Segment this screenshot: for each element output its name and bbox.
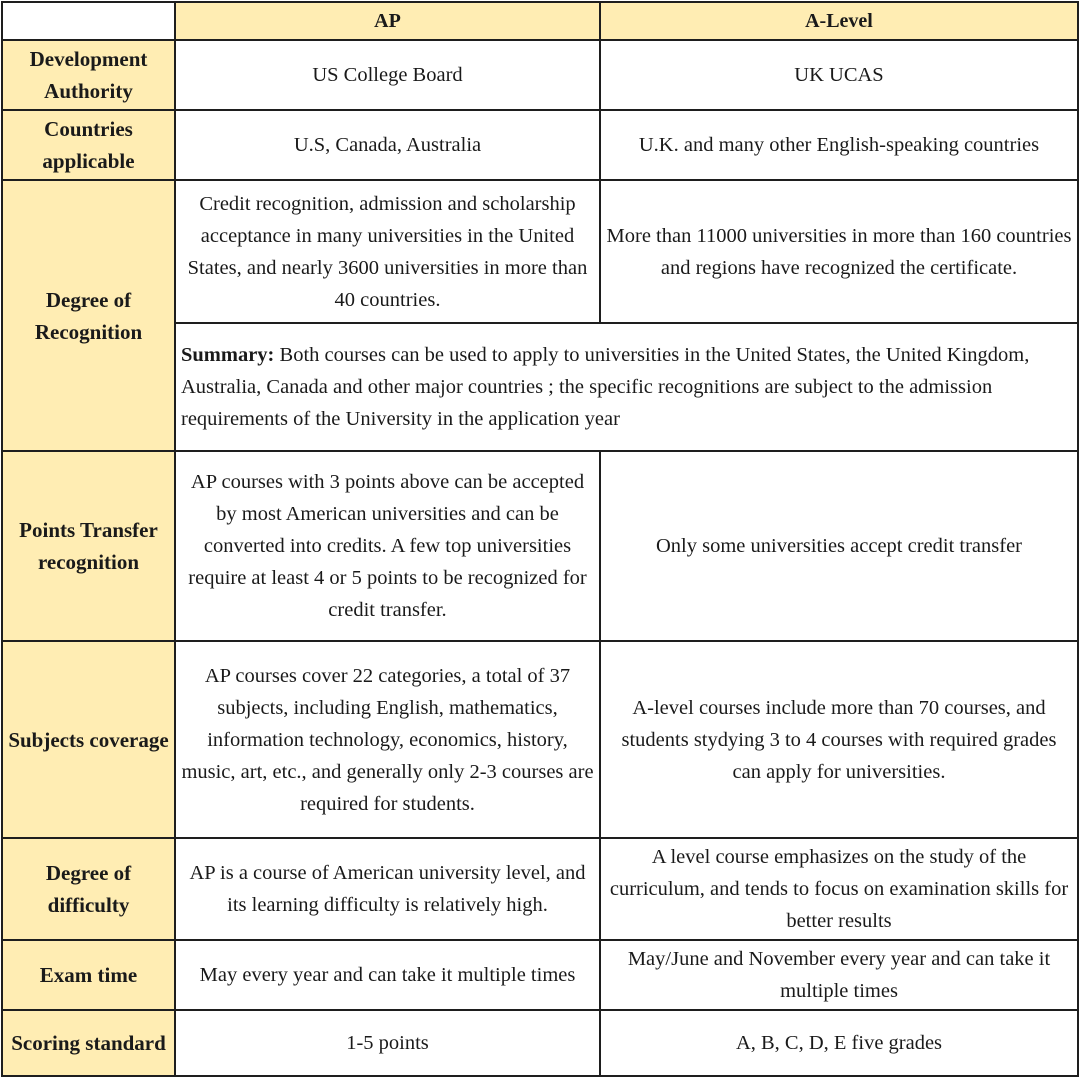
cell-ap: U.S, Canada, Australia [175, 110, 600, 180]
corner-cell [2, 2, 175, 40]
cell-alevel: UK UCAS [600, 40, 1078, 110]
cell-alevel: U.K. and many other English-speaking countries [600, 110, 1078, 180]
cell-alevel: May/June and November every year and can take it multiple times [600, 940, 1078, 1010]
summary-label: Summary: [181, 344, 275, 366]
comparison-table [1, 1, 1079, 1077]
row-scoring-standard [2, 1010, 1078, 1076]
cell-ap: May every year and can take it multiple times [175, 940, 600, 1010]
row-label: Development Authority [2, 40, 175, 110]
row-label: Subjects coverage [2, 641, 175, 838]
header-ap: AP [175, 2, 600, 40]
summary-cell [175, 323, 1078, 451]
row-label: Countries applicable [2, 110, 175, 180]
summary-text: Both courses can be used to apply to universities in the United States, the United Kingdom, Australia, Canada and other major countries ; the specific recognitions are subject to the admission requirements of the University in the application year [181, 344, 1030, 430]
cell-ap: Credit recognition, admission and scholarship acceptance in many universities in the United States, and nearly 3600 universities in more than 40 countries. [175, 180, 600, 323]
row-degree-of-recognition [2, 180, 1078, 323]
row-label: Degree of Recognition [2, 180, 175, 451]
cell-ap: US College Board [175, 40, 600, 110]
row-points-transfer [2, 451, 1078, 641]
cell-ap: 1-5 points [175, 1010, 600, 1076]
cell-alevel: A-level courses include more than 70 courses, and students stydying 3 to 4 courses with required grades can apply for universities. [600, 641, 1078, 838]
row-degree-of-difficulty [2, 838, 1078, 940]
row-label: Scoring standard [2, 1010, 175, 1076]
cell-alevel: Only some universities accept credit transfer [600, 451, 1078, 641]
cell-ap: AP courses with 3 points above can be accepted by most American universities and can be converted into credits. A few top universities require at least 4 or 5 points to be recognized for credit transfer. [175, 451, 600, 641]
row-label: Degree of difficulty [2, 838, 175, 940]
cell-ap: AP courses cover 22 categories, a total of 37 subjects, including English, mathematics, information technology, economics, history, music, art, etc., and generally only 2-3 courses are required for students. [175, 641, 600, 838]
cell-alevel: A level course emphasizes on the study of the curriculum, and tends to focus on examination skills for better results [600, 838, 1078, 940]
row-development-authority [2, 40, 1078, 110]
header-alevel: A-Level [600, 2, 1078, 40]
header-row [2, 2, 1078, 40]
cell-alevel: More than 11000 universities in more than 160 countries and regions have recognized the certificate. [600, 180, 1078, 323]
cell-ap: AP is a course of American university level, and its learning difficulty is relatively high. [175, 838, 600, 940]
row-subjects-coverage [2, 641, 1078, 838]
row-label: Exam time [2, 940, 175, 1010]
cell-alevel: A, B, C, D, E five grades [600, 1010, 1078, 1076]
row-exam-time [2, 940, 1078, 1010]
row-label: Points Transfer recognition [2, 451, 175, 641]
row-countries-applicable [2, 110, 1078, 180]
